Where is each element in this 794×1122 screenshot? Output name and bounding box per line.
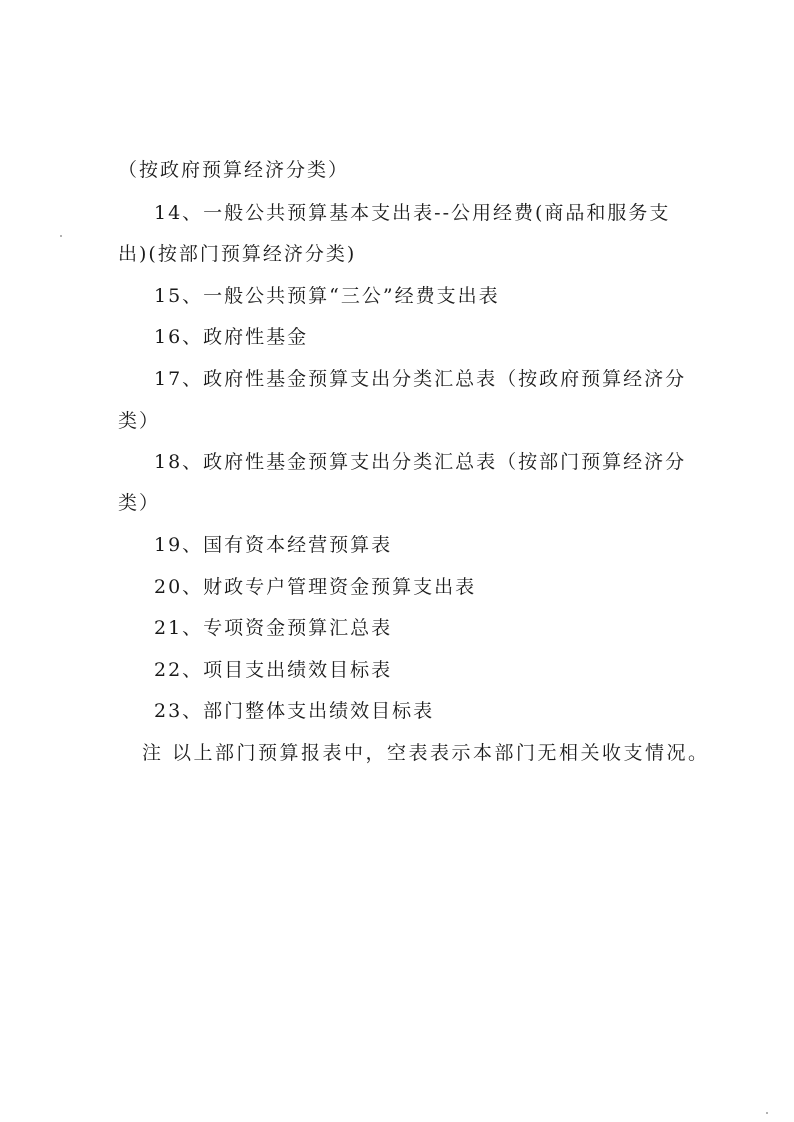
scan-speck xyxy=(60,235,62,237)
list-item-16: 16、政府性基金 xyxy=(154,326,309,348)
list-item-15: 15、一般公共预算“三公”经费支出表 xyxy=(154,285,500,307)
list-item-17-continuation: 类） xyxy=(118,410,161,432)
list-item-22: 22、项目支出绩效目标表 xyxy=(154,659,393,681)
list-item-23: 23、部门整体支出绩效目标表 xyxy=(154,700,435,722)
scan-speck xyxy=(766,1112,768,1114)
list-item-19: 19、国有资本经营预算表 xyxy=(154,534,393,556)
list-item-18: 18、政府性基金预算支出分类汇总表（按部门预算经济分 xyxy=(154,451,687,473)
list-item-17: 17、政府性基金预算支出分类汇总表（按政府预算经济分 xyxy=(154,368,687,390)
list-item-20: 20、财政专户管理资金预算支出表 xyxy=(154,576,477,598)
list-item-13-continuation: （按政府预算经济分类） xyxy=(118,159,350,181)
note: 注 以上部门预算报表中，空表表示本部门无相关收支情况。 xyxy=(142,742,710,764)
list-item-21: 21、专项资金预算汇总表 xyxy=(154,617,393,639)
list-item-14-continuation: 出)(按部门预算经济分类) xyxy=(118,243,357,265)
list-item-14: 14、一般公共预算基本支出表--公用经费(商品和服务支 xyxy=(154,202,671,224)
list-item-18-continuation: 类） xyxy=(118,492,161,514)
